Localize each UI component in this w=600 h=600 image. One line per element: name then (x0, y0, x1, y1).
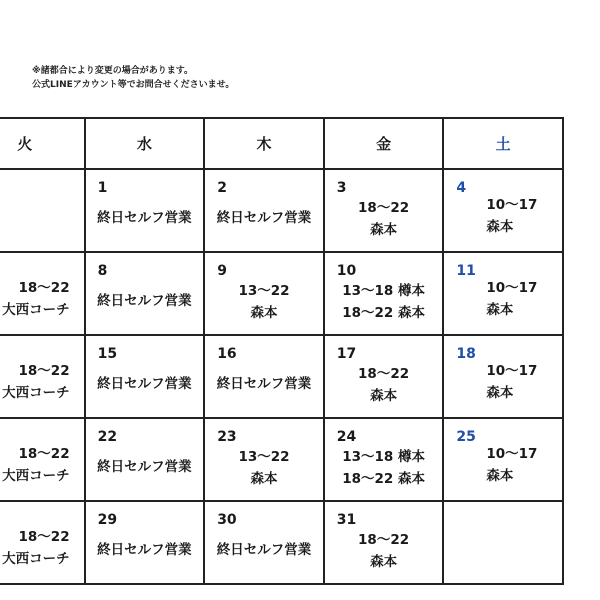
schedule-lines (0, 273, 84, 324)
schedule-lines (205, 194, 323, 241)
day-cell-tue (0, 418, 85, 501)
schedule-lines (0, 356, 84, 407)
week-row (0, 418, 563, 501)
schedule-text: 終日セルフ営業 (216, 541, 312, 558)
schedule-text: 大西コーチ (2, 301, 70, 318)
schedule-lines (86, 526, 204, 573)
schedule-text: 大西コーチ (2, 550, 70, 567)
schedule-text: 10～17 (486, 445, 538, 462)
notice (32, 64, 234, 92)
day-cell-tue (0, 252, 85, 335)
day-number: 17 (336, 346, 357, 362)
day-cell-tue (0, 501, 85, 584)
day-number: 24 (336, 429, 357, 445)
schedule-lines (325, 528, 443, 573)
schedule-text: 18～22 森本 (342, 304, 425, 321)
day-cell-tue (0, 335, 85, 418)
schedule-lines (86, 443, 204, 490)
day-number: 11 (456, 263, 476, 279)
schedule-text: 森本 (370, 221, 398, 238)
calendar-body (0, 169, 563, 584)
schedule-lines (205, 445, 323, 490)
day-number: 9 (217, 263, 227, 279)
notice-line-2: 公式LINEアカウント等でお問合せくださいませ。 (32, 80, 235, 90)
schedule-text: 終日セルフ営業 (97, 292, 192, 309)
day-cell-fri (324, 335, 444, 418)
schedule-lines (86, 277, 204, 324)
schedule-text: 18～22 (18, 528, 70, 545)
schedule-text: 終日セルフ営業 (216, 209, 312, 226)
schedule-lines (325, 445, 443, 490)
schedule-lines (205, 360, 323, 407)
day-cell-fri (324, 252, 444, 335)
schedule-lines (86, 194, 204, 241)
header-thu: 木 (204, 118, 324, 169)
header-fri: 金 (324, 118, 444, 169)
schedule-text: 18～22 森本 (342, 470, 425, 487)
schedule-calendar (0, 117, 564, 585)
day-cell-thu (204, 418, 324, 501)
schedule-text: 13～22 (238, 448, 290, 465)
day-number: 3 (336, 180, 347, 196)
schedule-text: 終日セルフ営業 (97, 458, 192, 475)
schedule-lines (444, 273, 562, 324)
weekday-header-row (0, 118, 563, 169)
schedule-text: 森本 (486, 384, 514, 401)
schedule-lines (444, 356, 562, 407)
day-cell-wed (85, 501, 205, 584)
day-number: 25 (456, 429, 476, 445)
schedule-text: 森本 (486, 218, 514, 235)
day-cell-thu (204, 252, 324, 335)
schedule-lines (444, 522, 562, 573)
schedule-text: 18～22 (18, 445, 70, 462)
schedule-text: 大西コーチ (2, 384, 70, 401)
schedule-text: 18～22 (358, 365, 410, 382)
day-cell-sat (443, 501, 563, 584)
schedule-text: 18～22 (358, 531, 410, 548)
header-tue: 火 (0, 118, 85, 169)
day-number: 4 (456, 180, 467, 196)
week-row (0, 501, 563, 584)
week-row (0, 252, 563, 335)
day-number: 10 (336, 263, 357, 279)
day-cell-wed (85, 169, 205, 252)
schedule-lines (0, 439, 84, 490)
schedule-text: 森本 (370, 387, 398, 404)
schedule-text: 13～18 樽本 (342, 282, 425, 299)
schedule-lines (0, 522, 84, 573)
day-number: 22 (97, 429, 118, 445)
schedule-text: 森本 (250, 470, 278, 487)
day-cell-sat (443, 418, 563, 501)
day-cell-sat (443, 169, 563, 252)
schedule-lines (444, 439, 562, 490)
schedule-text: 13～18 樽本 (342, 448, 425, 465)
schedule-text: 終日セルフ営業 (97, 541, 192, 558)
schedule-text: 森本 (250, 304, 278, 321)
schedule-text: 終日セルフ営業 (216, 375, 312, 392)
header-sat: 土 (443, 118, 563, 169)
schedule-lines (444, 190, 562, 241)
schedule-text: 森本 (486, 467, 514, 484)
schedule-text: 10～17 (486, 362, 538, 379)
notice-line-1: ※諸都合により変更の場合があります。 (32, 66, 194, 76)
day-cell-sat (443, 252, 563, 335)
day-cell-tue (0, 169, 85, 252)
schedule-lines (205, 526, 323, 573)
schedule-lines (86, 360, 204, 407)
header-wed: 水 (85, 118, 205, 169)
schedule-text: 森本 (486, 301, 514, 318)
day-cell-fri (324, 169, 444, 252)
schedule-lines (205, 279, 323, 324)
day-cell-thu (204, 501, 324, 584)
schedule-text: 18～22 (18, 279, 70, 296)
day-number: 31 (336, 512, 357, 528)
week-row (0, 169, 563, 252)
schedule-lines (325, 362, 443, 407)
day-cell-sat (443, 335, 563, 418)
day-cell-wed (85, 252, 205, 335)
day-cell-fri (324, 418, 444, 501)
schedule-text: 森本 (370, 553, 398, 570)
day-number: 29 (97, 512, 118, 528)
day-number: 16 (217, 346, 237, 362)
day-cell-fri (324, 501, 444, 584)
schedule-text: 終日セルフ営業 (97, 209, 192, 226)
schedule-lines (325, 196, 443, 241)
day-number: 2 (217, 180, 227, 196)
day-number: 8 (97, 263, 108, 279)
day-cell-thu (204, 169, 324, 252)
schedule-text: 10～17 (486, 279, 538, 296)
schedule-text: 大西コーチ (2, 467, 70, 484)
week-row (0, 335, 563, 418)
schedule-text: 18～22 (18, 362, 70, 379)
schedule-lines (0, 190, 84, 241)
schedule-text: 13～22 (238, 282, 290, 299)
schedule-text: 10～17 (486, 196, 538, 213)
day-number: 15 (97, 346, 118, 362)
schedule-text: 終日セルフ営業 (97, 375, 192, 392)
day-number: 30 (217, 512, 237, 528)
day-number: 1 (97, 180, 108, 196)
day-number: 18 (456, 346, 476, 362)
day-number: 23 (217, 429, 237, 445)
day-cell-wed (85, 335, 205, 418)
day-cell-wed (85, 418, 205, 501)
day-cell-thu (204, 335, 324, 418)
schedule-lines (325, 279, 443, 324)
schedule-text: 18～22 (358, 199, 410, 216)
